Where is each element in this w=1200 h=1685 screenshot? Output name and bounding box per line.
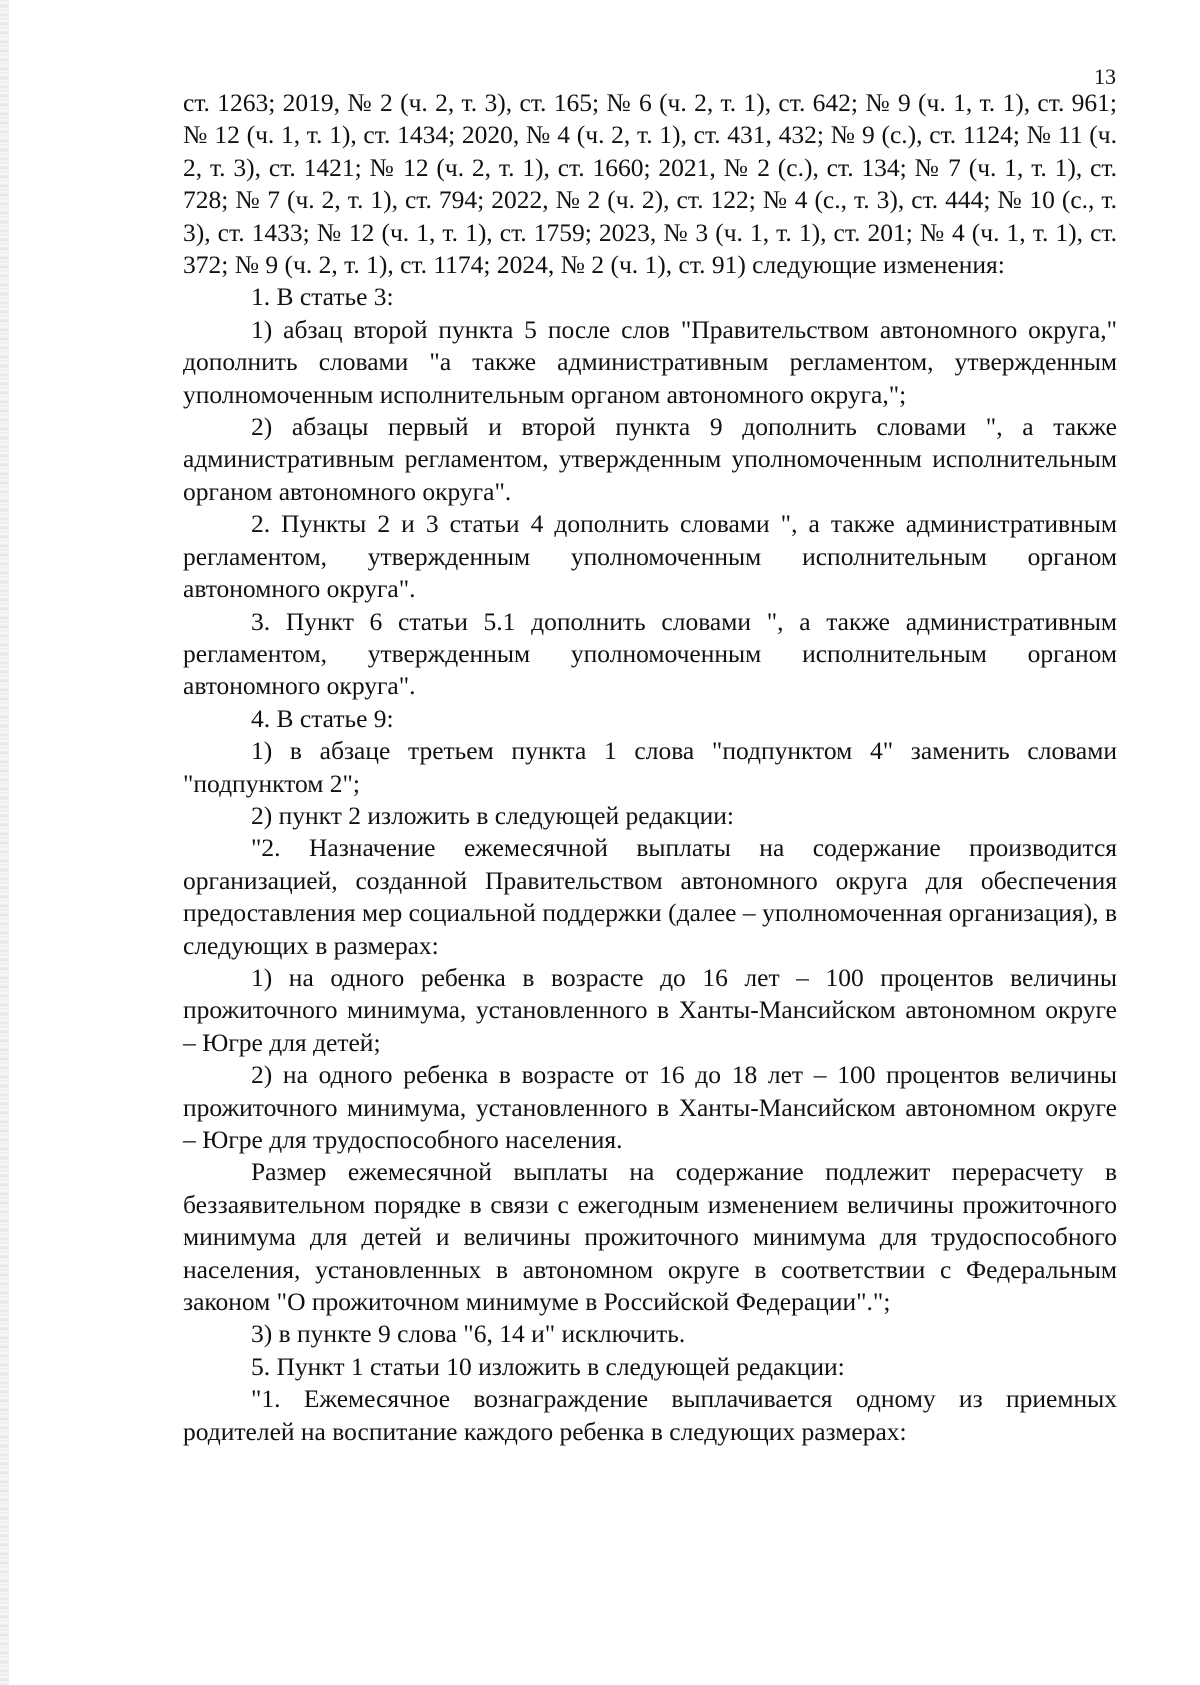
scan-edge xyxy=(0,0,9,1685)
paragraph-article-3-item-1: 1) абзац второй пункта 5 после слов "Правительством автономного округа," дополнить словами "а также административным регламентом, утвержденным уполномоченным исполнительным органом автономного округа,"; xyxy=(183,314,1117,409)
paragraph-article-4: 2. Пункты 2 и 3 статьи 4 дополнить словами ", а также административным регламентом, утвержденным уполномоченным исполнительным органом автономного округа". xyxy=(183,509,1117,604)
paragraph-article-9-heading: 4. В статье 9: xyxy=(251,703,394,733)
paragraph-new-point-2-sub-1: 1) на одного ребенка в возрасте до 16 лет – 100 процентов величины прожиточного минимума, установленного в Ханты-Мансийском автономном округе – Югре для детей; xyxy=(183,962,1117,1057)
page-number: 13 xyxy=(1094,64,1116,89)
paragraph-article-9-item-2: 2) пункт 2 изложить в следующей редакции: xyxy=(251,800,734,830)
paragraph-new-point-2-sub-2: 2) на одного ребенка в возрасте от 16 до 18 лет – 100 процентов величины прожиточного минимума, установленного в Ханты-Мансийском автономном округе – Югре для трудоспособного населения. xyxy=(183,1060,1117,1154)
document-body xyxy=(183,87,1117,1448)
paragraph-recalculation: Размер ежемесячной выплаты на содержание подлежит перерасчету в беззаявительном порядке в связи с ежегодным изменением величины прожиточного минимума для детей и величины прожиточного минимума для трудоспособного населения, установленных в автономном округе в соответствии с Федеральным законом "О прожиточном минимуме в Российской Федерации"."; xyxy=(183,1157,1117,1317)
paragraph-article-3-heading: 1. В статье 3: xyxy=(251,282,394,312)
paragraph-article-9-item-3: 3) в пункте 9 слова "6, 14 и" исключить. xyxy=(251,1319,686,1349)
paragraph-article-10-heading: 5. Пункт 1 статьи 10 изложить в следующей редакции: xyxy=(251,1351,845,1381)
paragraph-new-point-1: "1. Ежемесячное вознаграждение выплачивается одному из приемных родителей на воспитание каждого ребенка в следующих размерах: xyxy=(183,1384,1117,1446)
paragraph-new-point-2: "2. Назначение ежемесячной выплаты на содержание производится организацией, созданной Правительством автономного округа для обеспечения предоставления мер социальной поддержки (далее – уполномоченная организация), в следующих в размерах: xyxy=(183,833,1117,960)
paragraph-article-9-item-1: 1) в абзаце третьем пункта 1 слова "подпунктом 4" заменить словами "подпунктом 2"; xyxy=(183,736,1117,798)
paragraph-article-5-1: 3. Пункт 6 статьи 5.1 дополнить словами ", а также административным регламентом, утвержденным уполномоченным исполнительным органом автономного округа". xyxy=(183,606,1117,701)
paragraph-article-3-item-2: 2) абзацы первый и второй пункта 9 дополнить словами ", а также административным регламентом, утвержденным уполномоченным исполнительным органом автономного округа". xyxy=(183,412,1117,506)
paragraph-citations: ст. 1263; 2019, № 2 (ч. 2, т. 3), ст. 165; № 6 (ч. 2, т. 1), ст. 642; № 9 (ч. 1, т. 1), ст. 961; № 12 (ч. 1, т. 1), ст. 1434; 2020, № 4 (ч. 2, т. 1), ст. 431, 432; № 9 (с.), ст. 1124; № 11 (ч. 2, т. 3), ст. 1421; № 12 (ч. 2, т. 1), ст. 1660; 2021, № 2 (с.), ст. 134; № 7 (ч. 1, т. 1), ст. 728; № 7 (ч. 2, т. 1), ст. 794; 2022, № 2 (ч. 2), ст. 122; № 4 (с., т. 3), ст. 444; № 10 (с., т. 3), ст. 1433; № 12 (ч. 1, т. 1), ст. 1759; 2023, № 3 (ч. 1, т. 1), ст. 201; № 4 (ч. 1, т. 1), ст. 372; № 9 (ч. 2, т. 1), ст. 1174; 2024, № 2 (ч. 1), ст. 91) следующие изменения: xyxy=(183,88,1117,280)
